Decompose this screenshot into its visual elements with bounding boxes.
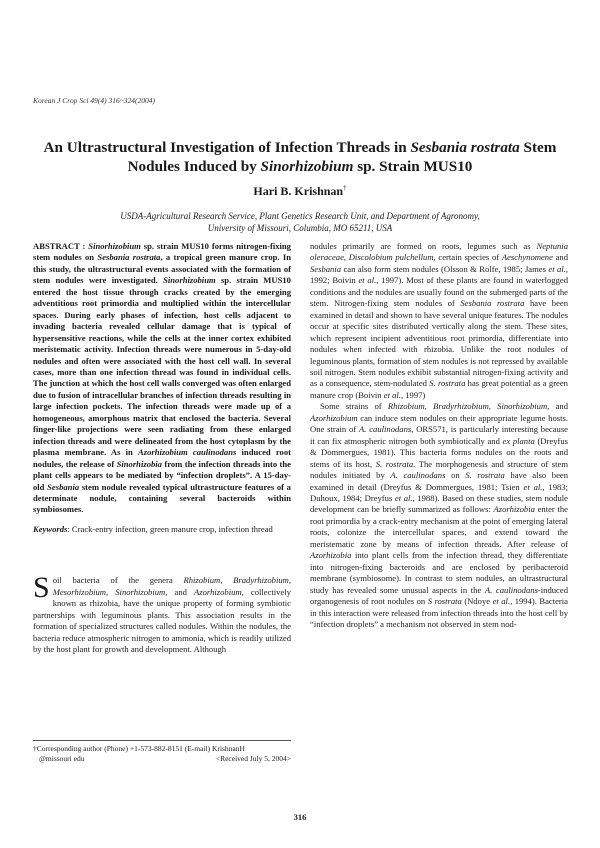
et-al: et al.: [523, 481, 543, 492]
body-text-span: , 1997). Most of these plants are found in waterlogged conditions and the nodules are usually found on the submerged parts of the stem. Nitrogen-fixing stem nodules of: [310, 275, 568, 309]
introduction: [33, 571, 292, 655]
body-text-span: , 1992; Boivin: [310, 263, 569, 286]
body-text-span: has great potential as a green manure crop (Boivin: [310, 378, 568, 400]
species-name: Rhizobium, Bradyrhizobium, Sinorhizobium,: [387, 401, 550, 412]
body-text-span: enter the root primordia by a crack-entry mechanism at the point of emerging lateral roots, colonize the intercellular spaces, and extend toward the meristematic zone by means of infection threads. After release of: [310, 504, 568, 549]
intro-paragraph: [33, 571, 292, 655]
body-text-span: certain species of: [435, 252, 502, 263]
body-text-span: Some strains of: [320, 401, 388, 412]
affiliation-line2: University of Missouri, Columbia, MO 65211, USA: [207, 223, 393, 233]
species-name: A. caulinodans: [359, 424, 412, 435]
body-text-span: , ORS571, is particularly interesting because it can fix atmospheric nitrogen both symbiotically and: [310, 424, 568, 446]
title-part3: sp. Strain MUS10: [353, 158, 473, 175]
body-text-span: nodules primarily are formed on roots, legumes such as: [310, 241, 537, 251]
body-text-span: (Dreyfus & Dommergues, 1981). This bacteria forms nodules on the roots and stems of its host,: [310, 435, 568, 469]
intro-text-span: oil bacteria of the genera: [52, 575, 184, 586]
abstract-host: Sesbania rostrata: [97, 252, 161, 263]
footnote-line1: †Corresponding author (Phone) +1-573-882-8151 (E-mail) KrishnanH: [33, 744, 245, 753]
body-text-span: -induced organogenesis of root nodules on: [310, 584, 568, 607]
paper-title: [40, 138, 560, 176]
body-text-span: , 1988). Based on these studies, stem nodule development can be briefly summarized as follows:: [310, 492, 568, 515]
et-al: et al.: [394, 492, 413, 503]
abstract-organism: Azorhizobium caulinodans: [138, 447, 237, 458]
et-al: et al.: [358, 275, 377, 286]
species-name: Aeschynomene: [501, 252, 553, 263]
abstract-text-span: induced root nodules, the release of: [33, 447, 291, 469]
intro-genera: Azorhizobium,: [194, 586, 244, 597]
intro-text-span: collectively known as rhizobia, have the unique property of forming symbiotic partnerships with leguminous plants. This association results in the formation of specialized structures called nodules. Within the nodules, the bacteria reduce atmospheric nitrogen to ammonia, which is readily utilized by the host plant for growth and development. Although: [33, 586, 291, 655]
species-name: Azorhizobium: [310, 412, 358, 423]
body-text-span: can induce stem nodules on their appropriate legume hosts. One strain of: [310, 412, 568, 435]
title-part2: Stem Nodules Induced by: [127, 139, 557, 175]
body-text-span: on: [445, 470, 466, 481]
body-text-span: . The morphogenesis and structure of stem nodules initiated by: [310, 458, 569, 481]
et-al: et al.: [383, 389, 401, 400]
species-name: A. caulinodans: [390, 470, 446, 481]
body-text-span: and: [552, 252, 568, 263]
body-text-span: into plant cells from the infection thread, they differentiate into nitrogen-fixing bacteroids and are enclosed by peribacteroid membrane (symbiosome). In contrast to stem nodules, an ultrastructural study has revealed some unusual aspects in the: [310, 550, 568, 595]
affiliation: [60, 210, 540, 234]
abstract-host: Sesbania: [47, 481, 80, 492]
abstract-organism: Sinorhizobia: [116, 458, 162, 469]
received-date: <Received July 5, 2004>: [215, 754, 291, 763]
title-species: Sesbania rostrata: [410, 139, 520, 156]
body-text-span: have been examined in detail and shown to have several unique features. The nodules occur at specific sites distributed vertically along the stem. These sites, which represent incipient adventitious root primordia, differentiate into nodules when infected with rhizobia. Unlike the root nodules of leguminous plants, formation of stem nodules is not repressed by available soil nitrogen. Stem nodules exhibit substantial nitrogen-fixing activity and as a consequence, stem-nodulated: [310, 298, 568, 389]
right-paragraph-1: [310, 241, 568, 401]
species-name: S. rostrata: [375, 458, 414, 469]
page-number: 316: [293, 812, 307, 822]
body-text-span: have also been examined in detail (Dreyfus & Dommergues, 1981; Tsien: [310, 470, 569, 492]
body-text-span: and: [549, 401, 568, 412]
abstract-text-span: , a tropical green manure crop. In this study, the ultrastructural events associated with the formation of stem nodules were investigated.: [33, 252, 292, 286]
abstract-text-span: from the infection threads into the plant cells appears to be mediated by “infection droplets”. A 15-day-old: [33, 458, 291, 492]
body-text-span: , 1997): [400, 389, 426, 400]
intro-text-span: and: [167, 586, 195, 597]
body-text-span: can also form stem nodules (Olsson & Rolfe, 1985; James: [341, 263, 549, 274]
affiliation-line1: USDA-Agricultural Research Service, Plant Genetics Research Unit, and Department of Agronomy,: [120, 211, 480, 221]
footnote-email-end: @missouri edu: [39, 754, 85, 763]
keywords-label: Keywords: [33, 523, 68, 534]
abstract-organism: Sinorhizobium: [163, 275, 216, 286]
keywords-text: : Crack-entry infection, green manure crop, infection thread: [67, 523, 273, 534]
species-name: A. caulinodans: [484, 584, 538, 595]
body-text-span: (Ndoye: [461, 596, 493, 607]
author-name: Hari B. Krishnan: [253, 184, 344, 198]
species-name: S. rostrata: [465, 470, 505, 481]
abstract-label: ABSTRACT :: [33, 241, 89, 251]
species-name: Neptunia oleraceae, Discolobium pulchellum,: [310, 241, 568, 263]
species-name: Azorhizobia: [493, 504, 535, 515]
species-name: S. rostrata: [429, 378, 466, 389]
abstract: [33, 241, 291, 516]
keywords: [33, 524, 291, 535]
title-genus: Sinorhizobium: [260, 158, 354, 175]
footnote: [33, 740, 291, 764]
abstract-text: [33, 241, 291, 516]
right-paragraph-2: [310, 401, 568, 630]
species-name: Azorhizobia: [310, 550, 352, 561]
et-al: et al.: [548, 263, 566, 274]
body-text-span: , 1994). Bacteria in this interaction were released from infection threads into the host cell by “infection droplets” a mechanism not observed in stem nod-: [310, 596, 568, 629]
title-part1: An Ultrastructural Investigation of Infection Threads in: [43, 139, 411, 156]
abstract-organism: Sinorhizobium: [88, 241, 141, 251]
intro-genera: Rhizobium, Bradyrhizobium, Mesorhizobium, Sinorhizobium,: [52, 575, 292, 597]
journal-citation: Korean J Crop Sci 49(4) 316~324(2004): [33, 96, 156, 105]
species-name: Sesbania rostrata: [460, 298, 525, 309]
body-text-span: , 1983; Duhoux, 1984; Dreyfus: [310, 481, 568, 503]
species-name: S rostrata: [427, 596, 462, 607]
author-mark: †: [343, 184, 347, 192]
drop-cap: S: [33, 571, 50, 605]
abstract-text-span: stem nodule revealed typical ultrastructure features of a determinate nodule, containing several bacteroids within symbiosomes.: [33, 481, 291, 515]
right-column: [310, 241, 568, 630]
et-al: et al.: [492, 596, 511, 607]
abstract-text-span: sp. strain MUS10 entered the host tissue through cracks created by the emerging adventitious root primordia and multiplied within the intercellular spaces. During early phases of infection, host cells adjacent to invading bacteria revealed cellular damage that is typical of hypersensitive reactions, while the cells at the inner cortex exhibited meristematic activity. Infection threads were numerous in 5-day-old nodules and often were associated with the host cell wall. In several cases, more than one infection thread was found in individual cells. The junction at which the host cell walls converged was often enlarged due to fusion of intracellular branches of infection threads resulting in large infection pockets. The infection threads were made up of a homogeneous, amorphous matrix that enclosed the bacteria. Several finger-like projections were seen radiating from these enlarged infection threads and were delineated from the host cytoplasm by the plasma membrane. As in: [33, 275, 291, 458]
species-name: Sesbania: [310, 263, 342, 274]
latin-term: ex planta: [502, 435, 535, 446]
author-line: [0, 184, 600, 199]
abstract-text-span: sp. strain MUS10 forms nitrogen-fixing stem nodules on: [33, 241, 291, 263]
left-column: [33, 241, 291, 656]
footnote-line2: [33, 754, 291, 764]
